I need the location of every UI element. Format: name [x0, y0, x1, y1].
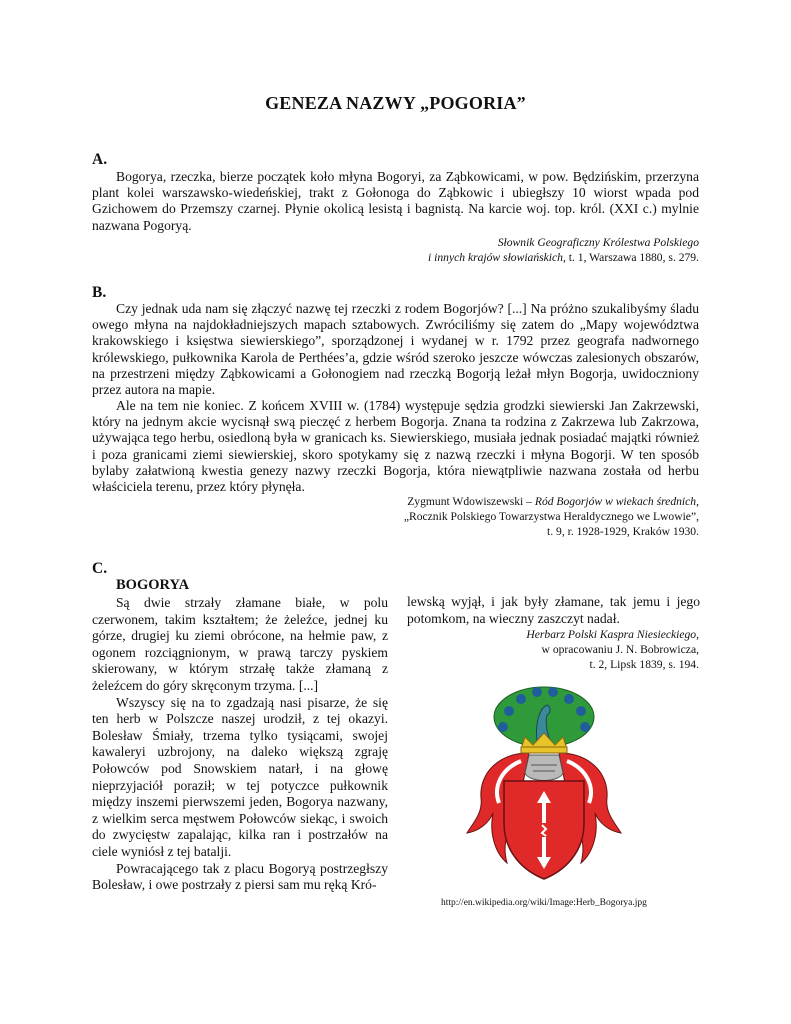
page-title: GENEZA NAZWY „POGORIA”: [265, 93, 526, 113]
section-a-letter: A.: [92, 151, 108, 168]
image-source-url: http://en.wikipedia.org/wiki/Image:Herb_Bogorya.jpg: [441, 898, 647, 908]
shield: [504, 781, 584, 879]
citation-title: Słownik Geograficzny Królestwa Polskiego: [497, 236, 699, 249]
citation-author-name: Zygmunt Wdowiszewski –: [407, 495, 535, 508]
bogorya-coat-of-arms-image: [459, 683, 629, 883]
right-column-text: lewską wyjął, i jak były złamane, tak jemu i jego potomkom, na wieczny zaszczyt nadał.: [407, 594, 700, 626]
section-b-para-1: Czy jednak uda nam się złączyć nazwę tej rzeczki z rodem Bogorjów? [...] Na próżno szukalibyśmy śladu owego młyna na najdokładniejszych mapach sztabowych. Zwróciliśmy się zatem do „Mapy województwa krakowskiego i księstwa siewierskiego”, sporządzonej i wydanej w r. 1792 przez geografa nadwornego królewskiego, pułkownika Karola de Perthées’a, gdzie wśród szeroko jeszcze wówczas zalesionych obszarów, na przestrzeni między Ząbkowicami a Gołonogiem nad rzeczką Bogorją leżał młyn Bogorja, uwidoczniony przez autora na mapie.: [92, 301, 699, 398]
section-b-para-2: Ale na tem nie koniec. Z końcem XVIII w. (1784) występuje sędzia grodzki siewierski Jan Zakrzewski, który na jednym akcie wycisnął swą pieczęć z herbem Bogorja. Znana ta rodzina z Zakrzewa lub Zakrzowa, używająca tego herbu, osiedloną była w granicach ks. Siewierskiego, musiała jednak posiadać majątki również i poza granicami ziemi siewierskiej, skoro spotykamy się z nazwą rzeczki i młyna Bogorji. W ten sposób bylaby załatwioną kwestia genezy nazwy rzeczki Bogorja, która niewątpliwie nazwana została od herbu właściciela terenu, przez który płynęła.: [92, 398, 699, 495]
section-a-citation: [428, 235, 699, 265]
citation-details: t. 9, r. 1928-1929, Kraków 1930.: [547, 525, 699, 538]
left-para-3: Powracającego tak z placu Bogoryą postrzegłszy Bolesław, i owe postrzały z piersi sam mu ręką Kró-: [92, 860, 388, 893]
left-column: [92, 595, 388, 894]
section-c-letter: C.: [92, 560, 108, 577]
citation-details: , t. 1, Warszawa 1880, s. 279.: [562, 251, 699, 264]
helmet: [525, 755, 563, 781]
citation-editor: w opracowaniu J. N. Bobrowicza,: [541, 643, 699, 656]
left-para-2: Wszyscy się na to zgadzają nasi pisarze, że się ten herb w Polszcze naszej urodził, z tej okazyi. Bolesław Śmiały, trzema tylko tysiącami, swojej kawaleryi uzbrojony, na daleko większą zgraję Połowców pod Snowskiem natarł, i na głowę nieprzyjaciół poraził; w tej potyczce pułkownik między inszemi pierwszemi jeden, Bogorya nazwany, z wielkim serca męstwem Połowców siekąc, i swoich do zwycięstw zapalając, kilka ran i postrzałów na ciele wyniósł z tej batalji.: [92, 694, 388, 859]
section-c-heading: BOGORYA: [116, 577, 190, 593]
section-c-citation: [526, 627, 699, 672]
citation-author: [404, 494, 699, 509]
section-b-letter: B.: [92, 284, 107, 301]
citation-comma: ,: [696, 495, 699, 508]
citation-source: [428, 250, 699, 265]
section-a-text: Bogorya, rzeczka, bierze początek koło młyna Bogoryi, za Ząbkowicami, w pow. Będzińskim, przerzyna plant kolei warszawsko-wiedeńskiej, trakt z Gołonoga do Ząbkowic i ubiegłszy 10 wiorst wpada pod Gzichowem do Przemszy czarnej. Płynie okolicą lesistą i bagnistą. Na karcie woj. top. król. (XXI c.) mylnie nazwana Pogoryą.: [92, 169, 699, 233]
citation-work: Ród Bogorjów w wiekach średnich: [534, 495, 697, 508]
section-b-citation: [404, 494, 699, 539]
citation-title: Herbarz Polski Kaspra Niesieckiego,: [526, 628, 699, 641]
left-para-1: Są dwie strzały złamane białe, w polu czerwonem, takim kształtem; że żeleźce, jednej ku górze, drugiej ku ziemi obrócone, na hełmie paw, z ogonem rozciągnionym, w prawą tarczy pyskiem skierowany, w którym strzałę także złamaną z żeleźcem do góry skręconym trzyma. [...]: [92, 595, 388, 693]
citation-journal: „Rocznik Polskiego Towarzystwa Heraldycznego we Lwowie”,: [403, 510, 699, 523]
citation-details: t. 2, Lipsk 1839, s. 194.: [589, 658, 699, 671]
citation-title-cont: i innych krajów słowiańskich: [428, 251, 563, 264]
